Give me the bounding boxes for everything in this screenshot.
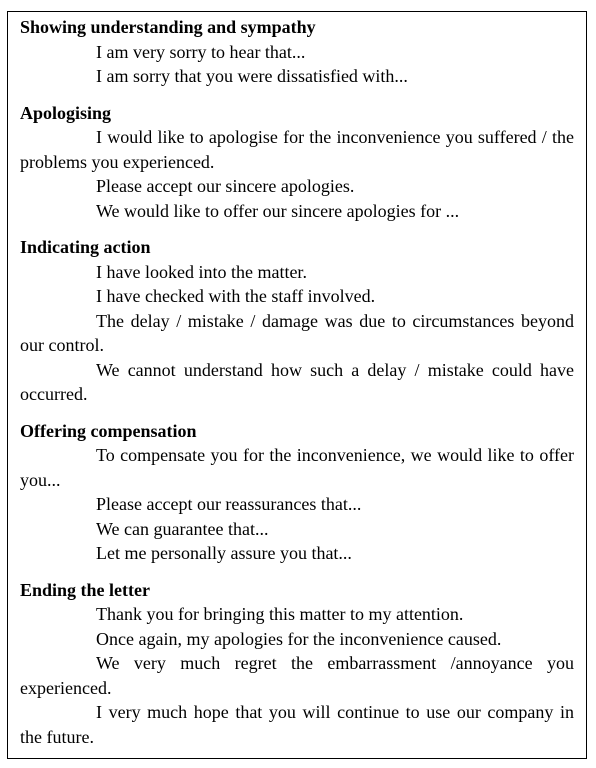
section-heading: Apologising [20,102,112,123]
phrase-line: I have checked with the staff involved. [96,286,376,306]
phrase-line: I have looked into the matter. [96,261,307,282]
section-apologising [20,101,574,224]
section-heading: Ending the letter [20,579,150,600]
phrase-line: The delay / mistake / damage was due to circumstances beyond our control. [20,310,574,355]
phrase-line: Please accept our reassurances that... [96,494,362,514]
phrase-line: I am sorry that you were dissatisfied with... [96,66,408,86]
section-offering-compensation [20,419,574,566]
section-heading: Showing understanding and sympathy [20,17,316,37]
section-heading: Indicating action [20,237,151,257]
phrase-line: Thank you for bringing this matter to my attention. [96,604,464,624]
phrase-line: Please accept our sincere apologies. [96,176,355,196]
section-ending-letter [20,578,574,750]
phrase-line: To compensate you for the inconvenience, we would like to offer you... [20,445,574,490]
section-indicating-action [20,235,574,407]
phrase-line: I would like to apologise for the inconvenience you suffered / the problems you experienced. [20,127,574,172]
phrase-box [7,11,587,759]
section-heading: Offering compensation [20,420,197,441]
phrase-line: Let me personally assure you that... [96,543,352,563]
phrase-line: We very much regret the embarrassment /annoyance you experienced. [20,653,574,698]
phrase-line: I am very sorry to hear that... [96,41,306,62]
phrase-line: We can guarantee that... [96,518,269,539]
phrase-line: Once again, my apologies for the inconvenience caused. [96,628,502,649]
section-sympathy [20,15,574,89]
phrase-line: We would like to offer our sincere apologies for ... [96,200,460,221]
phrase-line: I very much hope that you will continue to use our company in the future. [20,702,574,747]
phrase-line: We cannot understand how such a delay / mistake could have occurred. [20,359,574,404]
